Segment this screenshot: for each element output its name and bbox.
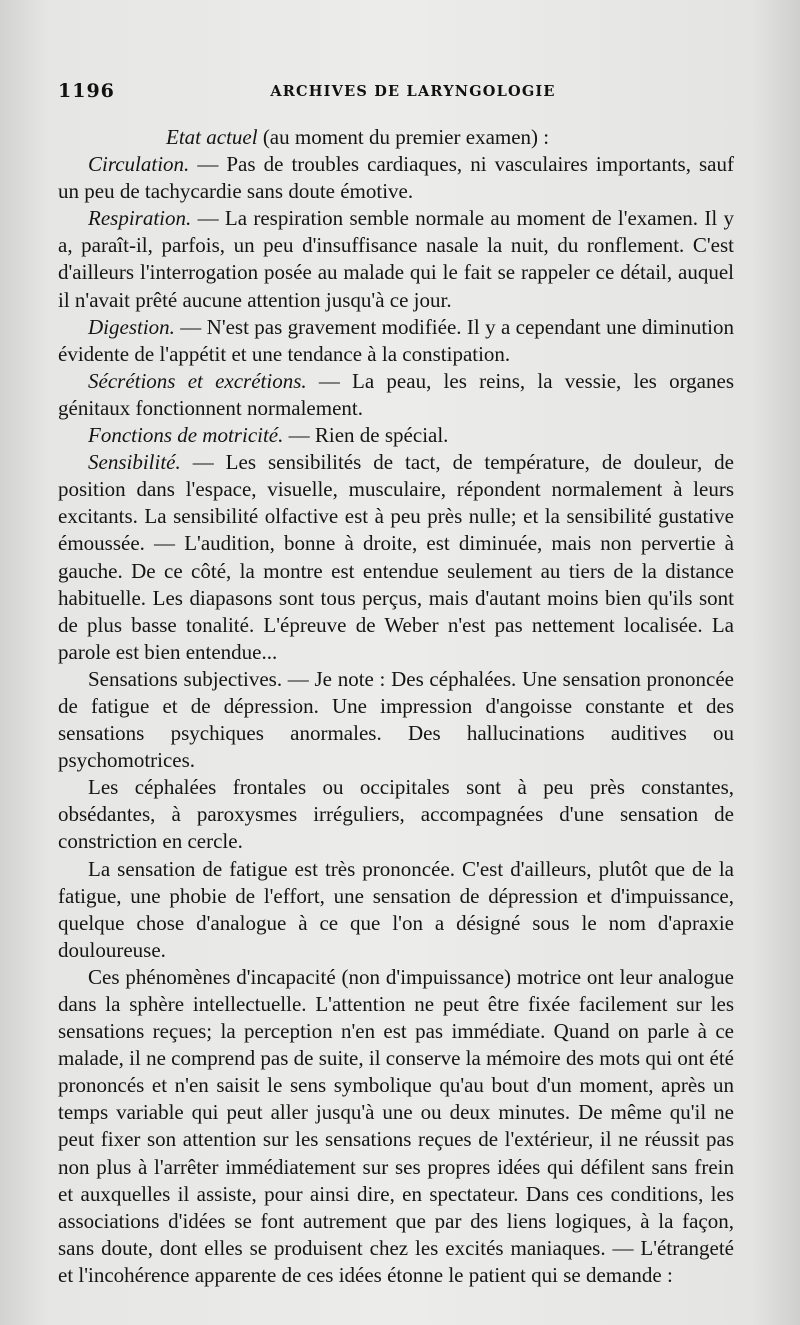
paragraph-digestion (58, 314, 734, 368)
paragraph-cephalees (58, 774, 734, 855)
paragraph-sensibilite (58, 449, 734, 666)
paragraph-lead: Sécrétions et excrétions. (88, 368, 307, 393)
paragraph-etat-actuel (58, 124, 734, 151)
page-number: 1196 (58, 80, 115, 102)
paragraph-lead: Etat actuel (166, 125, 258, 149)
paragraph-secretions (58, 368, 734, 422)
paragraph-text: Sensations subjectives. — Je note : Des céphalées. Une sensation prononcée de fatigue et de dépression. Une impression d'angoisse constante et des sensations psychiques anormales. Des hallucinations auditives ou psychomotrices. (58, 666, 734, 773)
paragraph-lead: Digestion. (88, 314, 175, 339)
paragraph-text: — N'est pas gravement modifiée. Il y a cependant une diminution évidente de l'appétit et une tendance à la constipation. (58, 314, 734, 366)
body-text (58, 124, 734, 1289)
paragraph-circulation (58, 151, 734, 205)
paragraph-lead: Fonctions de motricité. (88, 423, 284, 448)
paragraph-lead: Circulation. (88, 152, 190, 177)
paragraph-text: — Les sensibilités de tact, de température, de douleur, de position dans l'espace, visuelle, musculaire, répondent normalement à leurs excitants. La sensibilité olfactive est à peu près nulle; et la sensibilité gustative émoussée. — L'audition, bonne à droite, est diminuée, mais non pervertie à gauche. De ce côté, la montre est entendue seulement au tiers de la distance habituelle. Les diapasons sont tous perçus, mais d'autant moins bien qu'ils sont de plus basse tonalité. L'épreuve de Weber n'est pas nettement localisée. La parole est bien entendue... (58, 450, 734, 664)
running-title: ARCHIVES DE LARYNGOLOGIE (270, 83, 556, 100)
paragraph-respiration (58, 205, 734, 313)
paragraph-text: — Pas de troubles cardiaques, ni vasculaires importants, sauf un peu de tachycardie sans doute émotive. (58, 152, 734, 204)
paragraph-incapacite (58, 964, 734, 1289)
paragraph-text: (au moment du premier examen) : (257, 125, 550, 149)
paragraph-motricite (58, 422, 734, 449)
paragraph-text: Ces phénomènes d'incapacité (non d'impuissance) motrice ont leur analogue dans la sphère intellectuelle. L'attention ne peut être fixée facilement sur les sensations reçues; la perception n'en est pas immédiate. Quand on parle à ce malade, il ne comprend pas de suite, il conserve la mémoire des mots qui ont été prononcés et n'en saisit le sens symbolique qu'au bout d'un moment, après un temps variable qui peut aller jusqu'à une ou deux minutes. De même qu'il ne peut fixer son attention sur les sensations reçues de l'extérieur, il ne réussit pas non plus à l'arrêter immédiatement sur ses propres idées qui défilent sans frein et auxquelles il assiste, pour ainsi dire, en spectateur. Dans ces conditions, les associations d'idées se font autrement que par des liens logiques, à la façon, sans doute, dont elles se produisent chez les excités maniaques. — L'étrangeté et l'incohérence apparente de ces idées étonne le patient qui se demande : (58, 964, 734, 1287)
paragraph-text: La sensation de fatigue est très prononcée. C'est d'ailleurs, plutôt que de la fatigue, une phobie de l'effort, une sensation de dépression et d'impuissance, quelque chose d'analogue à ce que l'on a désigné sous le nom d'apraxie douloureuse. (58, 856, 734, 962)
paragraph-text: Les céphalées frontales ou occipitales sont à peu près constantes, obsédantes, à paroxysmes irréguliers, accompagnées d'une sensation de constriction en cercle. (58, 775, 734, 854)
paragraph-text: — Rien de spécial. (283, 423, 449, 448)
paragraph-sensations-subjectives (58, 666, 734, 774)
paragraph-lead: Sensibilité. (88, 450, 181, 475)
paragraph-fatigue (58, 856, 734, 964)
page-header (58, 80, 768, 104)
paragraph-lead: Respiration. (88, 206, 192, 231)
paragraph-text: — La peau, les reins, la vessie, les organes génitaux fonctionnent normalement. (58, 368, 735, 420)
paragraph-text: — La respiration semble normale au moment de l'examen. Il y a, paraît-il, parfois, un peu d'insuffisance nasale la nuit, du ronflement. C'est d'ailleurs l'interrogation posée au malade qui le fait se rappeler ce détail, auquel il n'avait prêté aucune attention jusqu'à ce jour. (58, 206, 734, 312)
